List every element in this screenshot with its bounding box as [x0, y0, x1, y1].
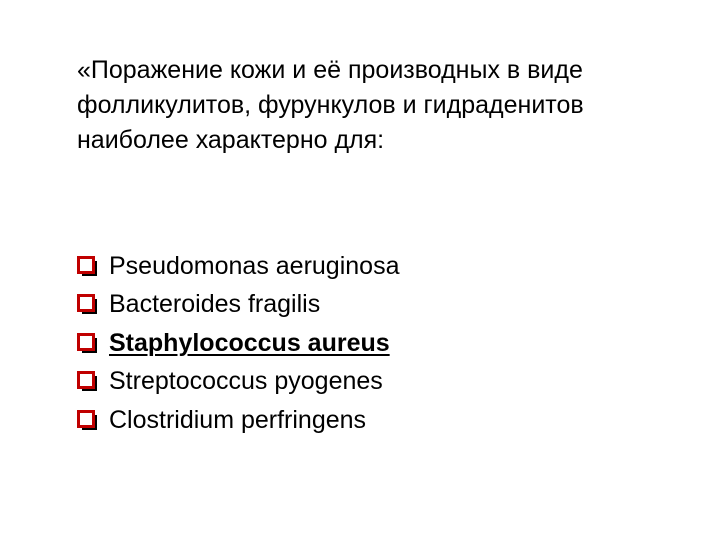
checkbox-bullet-icon — [77, 256, 98, 277]
checkbox-bullet-icon — [77, 294, 98, 315]
checkbox-bullet-icon — [77, 333, 98, 354]
answer-option-label: Clostridium perfringens — [109, 405, 367, 434]
question-text: «Поражение кожи и её производных в виде фолликулитов, фурункулов и гидраденитов наиболее характерно для: — [77, 56, 584, 154]
answer-option — [77, 363, 677, 402]
answer-option-label: Staphylococcus aureus — [109, 328, 390, 357]
answer-options-list — [77, 247, 677, 440]
answer-option-label: Streptococcus pyogenes — [109, 367, 383, 396]
answer-option-highlighted — [77, 324, 677, 363]
checkbox-bullet-icon — [77, 410, 98, 431]
answer-option-label: Pseudomonas aeruginosa — [109, 251, 400, 280]
answer-option — [77, 247, 677, 286]
answer-option-label: Bacteroides fragilis — [109, 290, 321, 319]
checkbox-bullet-icon — [77, 371, 98, 392]
answer-option — [77, 286, 677, 325]
answer-option — [77, 401, 677, 440]
